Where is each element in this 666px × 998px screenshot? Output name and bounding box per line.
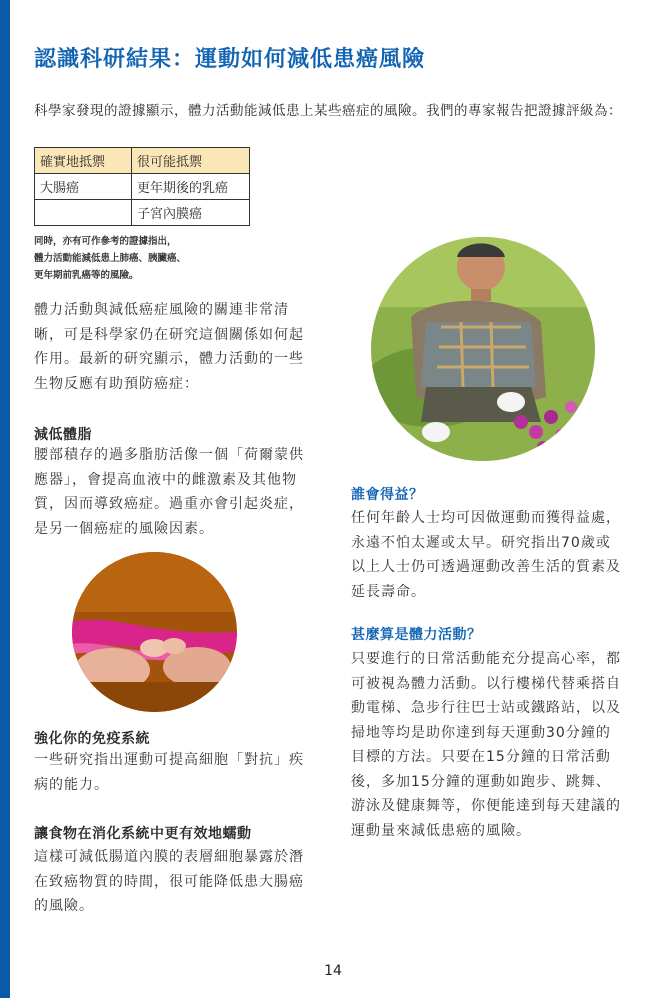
note-line: 更年期前乳癌等的風險。 [34, 270, 139, 281]
tape-measure-photo [72, 552, 237, 712]
note-line: 體力活動能減低患上肺癌、胰臟癌、 [34, 253, 187, 264]
table-row [35, 200, 250, 226]
mechanism-intro-paragraph: 體力活動與減低癌症風險的關連非常清晰，可是科學家仍在研究這個關係如何起作用。最新的研究顯示，體力活動的一些生物反應有助預防癌症： [34, 302, 304, 392]
section-body-body-fat: 腰部積存的過多脂肪活像一個「荷爾蒙供應器」，會提高血液中的雌激素及其他物質，因而導致癌症。過重亦會引起炎症，是另一個癌症的風險因素。 [34, 447, 304, 537]
intro-paragraph: 科學家發現的證據顯示，體力活動能減低患上某些癌症的風險。我們的專家報告把證據評級為： [34, 103, 622, 119]
section-body-what-counts: 只要進行的日常活動能充分提高心率，都可被視為體力活動。以行樓梯代替乘搭自動電梯、急步行往巴士站或鐵路站，以及掃地等均是助你達到每天運動30分鐘的目標的方法。只要在15分鐘的日常活動後，多加15分鐘的運動如跑步、跳舞、游泳及健康舞等，你便能達到每天建議的運動量來減低患癌的風險。 [351, 651, 621, 839]
section-heading-who-benefits: 誰會得益？ [351, 487, 424, 503]
side-accent-bar [0, 0, 10, 998]
note-line: 同時，亦有可作參考的證據指出， [34, 236, 177, 247]
section-body-digestion: 這樣可減低腸道內膜的表層細胞暴露於潛在致癌物質的時間，很可能降低患大腸癌的風險。 [34, 849, 304, 914]
tape-measure-illustration [72, 552, 237, 712]
table-cell: 大腸癌 [35, 174, 132, 200]
gardening-man-photo [371, 237, 595, 461]
section-heading-immune: 強化你的免疫系統 [34, 731, 150, 747]
header-probable: 很可能抵禦 [132, 148, 250, 174]
table-cell: 子宮內膜癌 [132, 200, 250, 226]
section-body-immune: 一些研究指出運動可提高細胞「對抗」疾病的能力。 [34, 752, 304, 793]
evidence-note [34, 233, 264, 284]
gardening-illustration [371, 237, 595, 461]
table-row [35, 174, 250, 200]
section-heading-digestion: 讓食物在消化系統中更有效地蠕動 [34, 826, 252, 842]
header-convincing: 確實地抵禦 [35, 148, 132, 174]
evidence-table [34, 147, 250, 226]
section-heading-body-fat: 減低體脂 [34, 427, 92, 443]
table-header-row [35, 148, 250, 174]
section-body-who-benefits: 任何年齡人士均可因做運動而獲得益處，永遠不怕太遲或太早。研究指出70歲或以上人士仍可透過運動改善生活的質素及延長壽命。 [351, 510, 621, 600]
section-heading-what-counts: 甚麼算是體力活動？ [351, 627, 482, 643]
table-cell: 更年期後的乳癌 [132, 174, 250, 200]
page-title: 認識科研結果：運動如何減低患癌風險 [34, 47, 426, 72]
page-number: 14 [324, 963, 342, 979]
table-cell [35, 200, 132, 226]
